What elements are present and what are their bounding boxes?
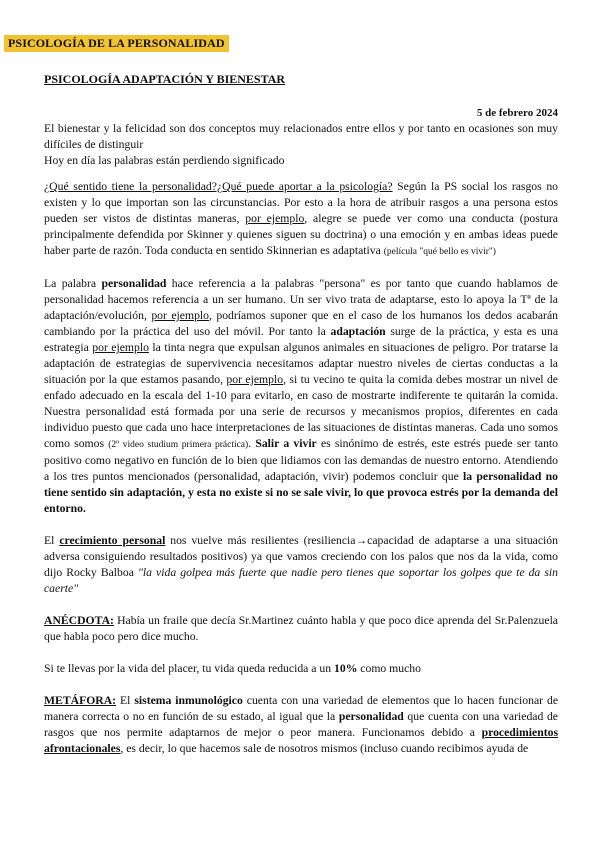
keyword-percentage: 10% bbox=[334, 662, 358, 675]
intro-paragraph-1: El bienestar y la felicidad son dos conceptos muy relacionados entre ellos y por tanto en ocasiones son muy difíciles de distinguir bbox=[44, 122, 558, 151]
side-note: (película "qué bello es vivir") bbox=[383, 247, 496, 257]
metaphor-label: METÁFORA: bbox=[44, 694, 117, 707]
keyword-personalidad: personalidad bbox=[338, 710, 404, 723]
paragraph-metaphor: METÁFORA: El sistema inmunológico cuenta con una variedad de elementos que lo hacen funcionar de manera correcta o no en función de su estado, al igual que la personalidad que cuenta con una variedad de rasgos que nos permite adaptarnos de mejor o peor manera. Funcionamos debido a procedimientos afrontacionales, es decir, lo que hacemos sale de nosotros mismos (incluso cuando recibimos ayuda de bbox=[44, 694, 559, 755]
document-date: 5 de febrero 2024 bbox=[476, 107, 558, 119]
paragraph-pleasure: Si te llevas por la vida del placer, tu vida queda reducida a un 10% como mucho bbox=[44, 662, 421, 675]
keyword-adaptacion: adaptación bbox=[330, 325, 386, 338]
document-title: PSICOLOGÍA ADAPTACIÓN Y BIENESTAR bbox=[44, 72, 286, 86]
example-marker: por ejemplo bbox=[226, 373, 284, 386]
example-marker: por ejemplo bbox=[245, 212, 305, 225]
example-marker: por ejemplo bbox=[151, 309, 209, 322]
course-header: PSICOLOGÍA DE LA PERSONALIDAD bbox=[4, 35, 229, 52]
anecdote-label: ANÉCDOTA: bbox=[44, 614, 114, 627]
paragraph-anecdote: ANÉCDOTA: Había un fraile que decía Sr.Martinez cuánto habla y que poco dice aprenda del Sr.Palenzuela que habla poco pero dice mucho. bbox=[44, 614, 558, 643]
intro-paragraph-2: Hoy en día las palabras están perdiendo significado bbox=[44, 154, 285, 167]
paragraph-personality-sense: ¿Qué sentido tiene la personalidad?¿Qué puede aportar a la psicología? Según la PS social los rasgos no existen y lo que importan son las circunstancias. Por esto a la hora de atribuir rasgos a una persona estos pueden ser vistos de distintas maneras, por ejemplo, alegre se puede ver como una conducta (postura principalmente defendida por Skinner y quienes siguen su doctrina) o una emoción y en ambas ideas puede haber parte de razón. Toda conducta en sentido Skinnerian es adaptativa (película "qué bello es vivir") bbox=[44, 180, 559, 257]
document-body bbox=[44, 71, 558, 757]
paragraph-personal-growth: El crecimiento personal nos vuelve más resilientes (resiliencia→capacidad de adaptarse a una situación adversa consiguiendo resultados positivos) ya que vamos creciendo con los palos que nos da la vida, como dijo Rocky Balboa "la vida golpea más fuerte que nadie pero tienes que soportar los golpes que te da sin caerte" bbox=[44, 534, 558, 595]
keyword-procedimientos: procedimientos afrontacionales bbox=[44, 726, 558, 755]
keyword-personalidad: personalidad bbox=[101, 277, 167, 290]
side-note: (2º video studium primera práctica) bbox=[108, 440, 249, 450]
example-marker: por ejemplo bbox=[92, 341, 149, 354]
keyword-sistema-inmunologico: sistema inmunológico bbox=[134, 694, 243, 707]
keyword-crecimiento-personal: crecimiento personal bbox=[59, 534, 166, 547]
rocky-quote: "la vida golpea más fuerte que nadie pero tienes que soportar los golpes que te da sin caerte" bbox=[44, 566, 558, 595]
keyword-salir-a-vivir: Salir a vivir bbox=[255, 437, 317, 450]
key-question: ¿Qué sentido tiene la personalidad?¿Qué puede aportar a la psicología? bbox=[44, 180, 393, 193]
paragraph-personality-adaptation: La palabra personalidad hace referencia a la palabras "persona" es por tanto que cuando hablamos de personalidad hacemos referencia a un ser humano. Un ser vivo trata de adaptarse, esto lo apoya la Tª de la adaptación/evolución, por ejemplo, podríamos suponer que en el caso de los humanos los dedos acabarán cambiando por la práctica del uso del móvil. Por tanto la adaptación surge de la práctica, y esta es una estrategia por ejemplo la tinta negra que expulsan algunos animales en situaciones de peligro. Por tratarse la adaptación de estrategias de supervivencia necesitamos adaptar nuestro niveles de ciertas conductas a la situación por la que estamos pasando, por ejemplo, si tu vecino te quita la comida debes mostrar un nivel de enfado adecuado en la escala del 1-10 para evitarlo, en caso de mostrarte indiferente te quitarán la comida. Nuestra personalidad está formada por una serie de recursos y mecanismos propios, diferentes en cada individuo puesto que cada uno hace interpretaciones de las situaciones de distintas maneras. Cada uno somos como somos (2º video studium primera práctica). Salir a vivir es sinónimo de estrés, este estrés puede ser tanto positivo como negativo en función de lo bien que lidiamos con las demandas de nuestro entorno. Atendiendo a los tres puntos mencionados (personalidad, adaptación, vivir) podemos concluir que la personalidad no tiene sentido sin adaptación, y esta no existe si no se sale vivir, lo que provoca estrés por la demanda del entorno. bbox=[44, 277, 559, 515]
conclusion-statement: la personalidad no tiene sentido sin adaptación, y esta no existe si no se sale vivir, lo que provoca estrés por la demanda del entorno. bbox=[44, 470, 558, 515]
